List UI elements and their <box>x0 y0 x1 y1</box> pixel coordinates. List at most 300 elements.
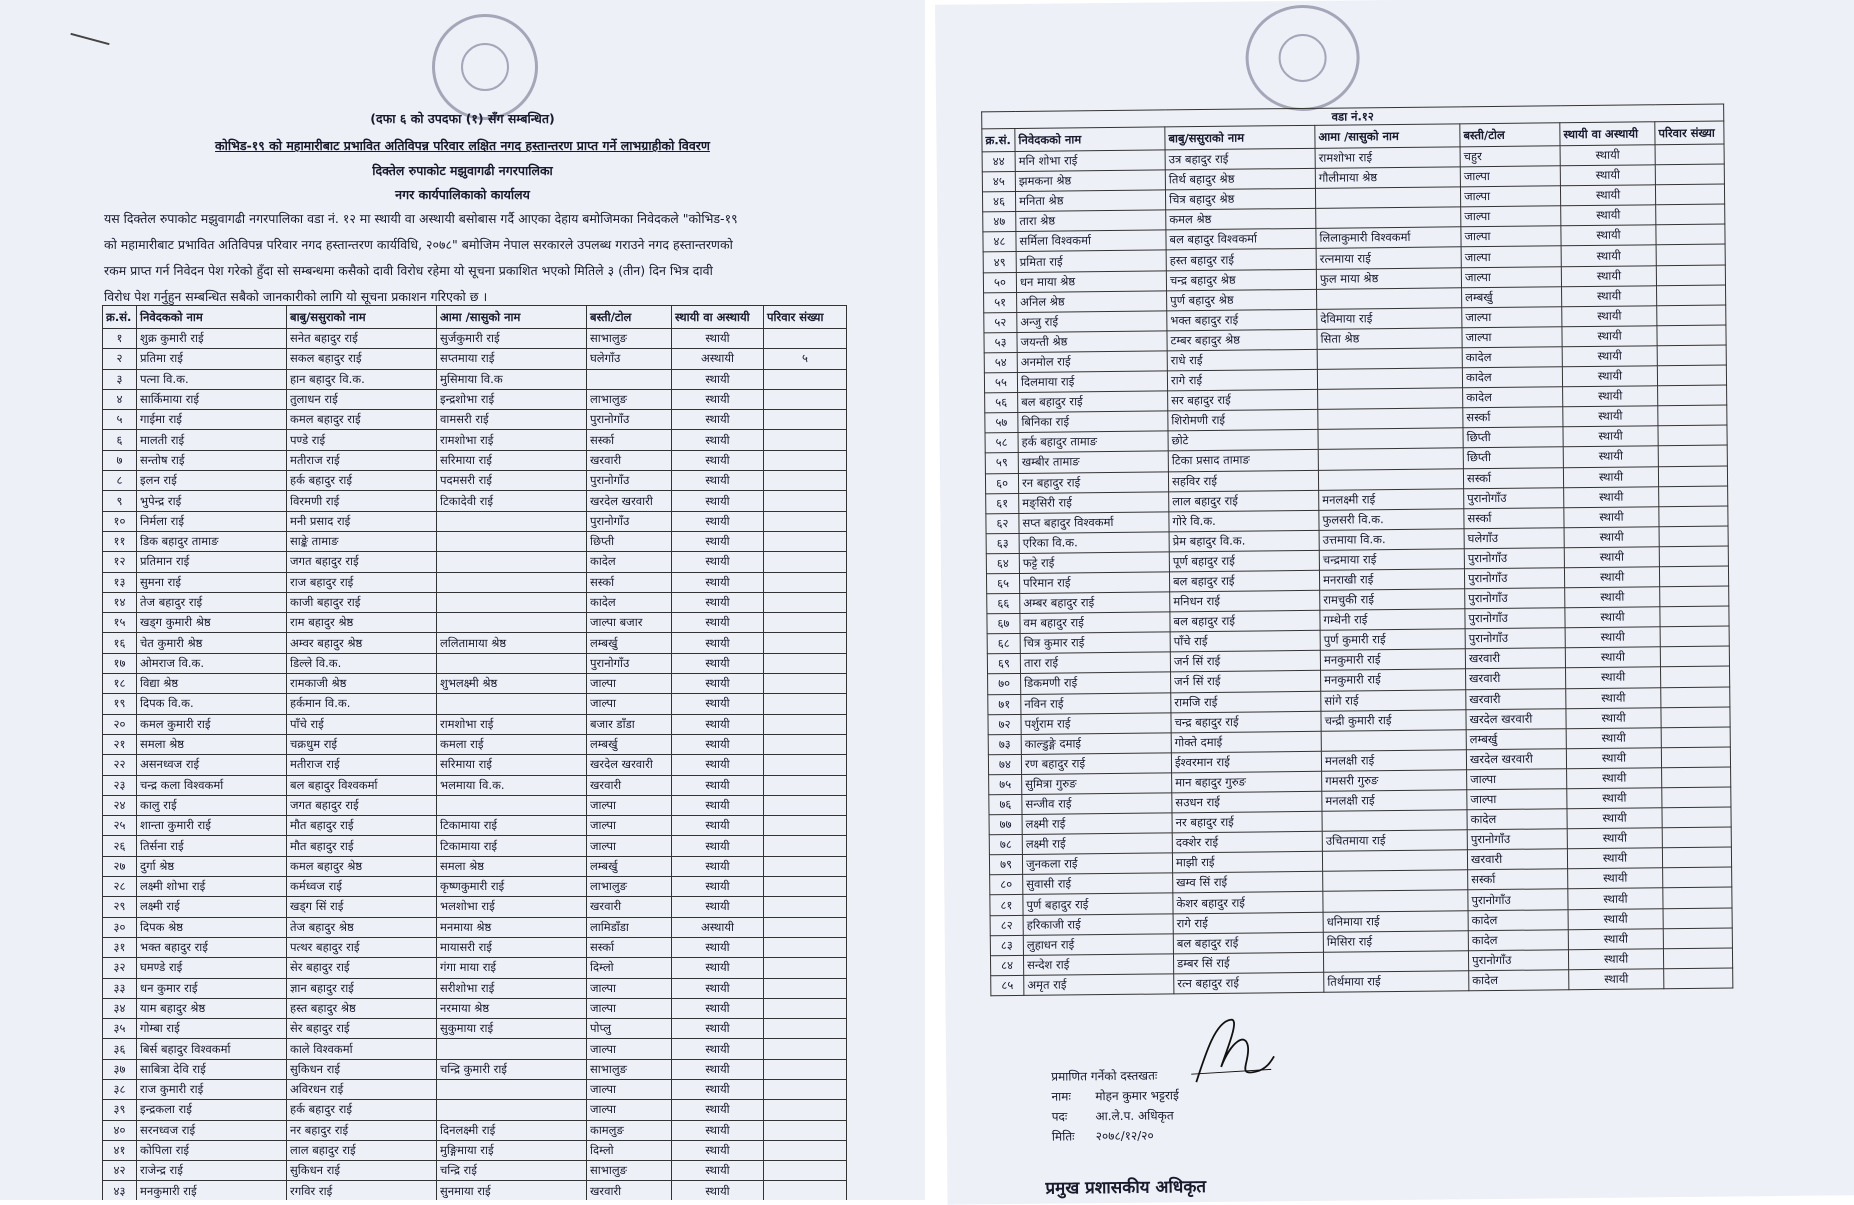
col-header: निवेदकको नाम <box>137 306 287 329</box>
residency-status: स्थायी <box>1567 848 1662 869</box>
row-number: २७ <box>103 856 137 876</box>
applicant-name: समला श्रेष्ठ <box>137 734 287 754</box>
row-number: ४४ <box>982 151 1015 171</box>
row-number: ७० <box>988 674 1021 694</box>
father-name: राज बहादुर राई <box>287 572 437 592</box>
father-name: पुर्ण बहादुर श्रेष्ठ <box>1167 289 1317 311</box>
settlement: जाल्पा <box>1461 206 1561 227</box>
applicant-name: सन्देश राई <box>1023 954 1173 976</box>
settlement: कादेल <box>1463 387 1563 408</box>
residency-status: स्थायी <box>672 998 764 1018</box>
settlement <box>587 369 672 389</box>
father-name: दक्शेर राई <box>1172 831 1322 853</box>
family-count <box>764 430 847 450</box>
residency-status: स्थायी <box>1566 687 1661 708</box>
residency-status: स्थायी <box>1562 346 1657 367</box>
family-count <box>764 1059 847 1079</box>
applicant-name: सरनध्वज राई <box>137 1120 287 1140</box>
mother-name: चन्द्रमाया राई <box>1319 549 1464 571</box>
settlement: जाल्पा <box>1460 166 1560 187</box>
applicant-name: लक्ष्मी शोभा राई <box>137 877 287 897</box>
family-count <box>764 897 847 917</box>
col-header: क्र.सं. <box>103 306 137 329</box>
residency-status: अस्थायी <box>672 917 764 937</box>
mother-name <box>1322 850 1467 872</box>
col-header: क्र.सं. <box>982 128 1015 151</box>
family-count <box>1658 385 1727 406</box>
settlement: खरदेल खरवारी <box>1466 708 1566 729</box>
applicant-name: मनकुमारी राई <box>137 1181 287 1200</box>
residency-status: स्थायी <box>1567 768 1662 789</box>
row-number: ६१ <box>986 493 1019 513</box>
applicant-name: गाईमा राई <box>137 410 287 430</box>
family-count <box>1662 767 1731 788</box>
residency-status: स्थायी <box>672 694 764 714</box>
mother-name <box>1321 730 1466 752</box>
residency-status: स्थायी <box>672 978 764 998</box>
header-title: कोभिड-१९ को महामारीबाट प्रभावित अतिविपन्न परिवार लक्षित नगद हस्तान्तरण प्राप्त गर्ने लाभग्राहीको विवरण <box>215 138 710 153</box>
mother-name: टिकामाया राई <box>437 836 587 856</box>
residency-status: स्थायी <box>1567 808 1662 829</box>
settlement: खरवारी <box>1467 849 1567 870</box>
family-count <box>764 1161 847 1181</box>
applicant-name: शान्ता कुमारी राई <box>137 816 287 836</box>
row-number: १ <box>103 329 137 349</box>
settlement: लम्बर्खु <box>587 856 672 876</box>
row-number: २२ <box>103 755 137 775</box>
family-count <box>764 389 847 409</box>
applicant-name: भक्त बहादुर राई <box>137 937 287 957</box>
residency-status: स्थायी <box>672 471 764 491</box>
settlement: छिप्ती <box>1463 427 1563 448</box>
row-number: ६७ <box>987 614 1020 634</box>
applicant-name: अनमोल राई <box>1017 351 1167 373</box>
father-name: टिका प्रसाद तामाङ <box>1168 450 1318 472</box>
settlement: लम्बर्खु <box>587 734 672 754</box>
row-number: ३६ <box>103 1039 137 1059</box>
father-name: मतीराज राई <box>287 755 437 775</box>
table-row <box>103 369 847 389</box>
father-name: बल बहादुर राई <box>1173 932 1323 954</box>
residency-status: स्थायी <box>672 816 764 836</box>
residency-status: स्थायी <box>672 450 764 470</box>
father-name: चन्द्र बहादुर राई <box>1171 711 1321 733</box>
family-count <box>1659 546 1728 567</box>
row-number: ३३ <box>103 978 137 998</box>
settlement: घलेगाँउ <box>587 349 672 369</box>
family-count <box>1659 566 1728 587</box>
row-number: १७ <box>103 653 137 673</box>
family-count <box>764 674 847 694</box>
row-number: ३ <box>103 369 137 389</box>
mother-name: मनकुमारी राई <box>1320 649 1465 671</box>
residency-status: स्थायी <box>672 410 764 430</box>
applicant-name: सुमना राई <box>137 572 287 592</box>
settlement: कादेल <box>1462 347 1562 368</box>
residency-status: स्थायी <box>672 958 764 978</box>
applicant-name: डिक बहादुर तामाङ <box>137 531 287 551</box>
row-number: ७८ <box>989 835 1022 855</box>
settlement: खरदेल खरवारी <box>587 491 672 511</box>
row-number: ९ <box>103 491 137 511</box>
settlement: जाल्पा <box>587 998 672 1018</box>
applicant-name: रण बहादुर राई <box>1021 753 1171 775</box>
row-number: ७७ <box>989 815 1022 835</box>
residency-status: स्थायी <box>672 836 764 856</box>
family-count <box>1661 666 1730 687</box>
family-count <box>764 755 847 775</box>
father-name: जर्न सिं राई <box>1171 671 1321 693</box>
certification-block <box>1051 1065 1179 1146</box>
row-number: ३९ <box>103 1100 137 1120</box>
col-header: बाबु/ससुराको नाम <box>287 306 437 329</box>
applicant-name: कमल कुमारी राई <box>137 714 287 734</box>
family-count <box>764 795 847 815</box>
settlement: पुरानोगाँउ <box>1464 548 1564 569</box>
table-row <box>103 531 847 551</box>
father-name: राधे राई <box>1167 349 1317 371</box>
row-number: ७ <box>103 450 137 470</box>
residency-status: स्थायी <box>1560 165 1655 186</box>
mother-name <box>437 795 587 815</box>
residency-status: स्थायी <box>672 653 764 673</box>
family-count <box>1662 807 1731 828</box>
father-name: भक्त बहादुर राई <box>1167 309 1317 331</box>
family-count <box>764 1120 847 1140</box>
residency-status: स्थायी <box>1562 285 1657 306</box>
mother-name <box>437 694 587 714</box>
applicant-name: डिकमणी राई <box>1021 672 1171 694</box>
settlement: कादेल <box>1469 970 1569 991</box>
residency-status: स्थायी <box>1565 647 1660 668</box>
mother-name: दिनलक्ष्मी राई <box>437 1120 587 1140</box>
father-name: मान बहादुर गुरुङ <box>1172 771 1322 793</box>
family-count <box>1662 827 1731 848</box>
settlement: कादेल <box>587 552 672 572</box>
settlement: खरवारी <box>1466 668 1566 689</box>
applicant-name: पर्शुराम राई <box>1021 713 1171 735</box>
applicant-name: सप्त बहादुर विश्वकर्मा <box>1019 512 1169 534</box>
table-row <box>103 1039 847 1059</box>
applicant-name: सन्जीव राई <box>1022 793 1172 815</box>
residency-status: स्थायी <box>1561 225 1656 246</box>
father-name: रत्न बहादुर राई <box>1174 972 1324 994</box>
col-header: स्थायी वा अस्थायी <box>1560 122 1655 146</box>
mother-name <box>1318 468 1463 490</box>
family-count <box>764 592 847 612</box>
residency-status: स्थायी <box>672 795 764 815</box>
residency-status: स्थायी <box>1562 366 1657 387</box>
settlement: खरवारी <box>587 775 672 795</box>
mother-name: सांगे राई <box>1321 689 1466 711</box>
residency-status: स्थायी <box>672 714 764 734</box>
mother-name <box>437 653 587 673</box>
mother-name: चन्द्रि कुमारी राई <box>437 1059 587 1079</box>
applicant-name: फट्टे राई <box>1019 552 1169 574</box>
applicant-name: तेज बहादुर राई <box>137 592 287 612</box>
family-count <box>1659 526 1728 547</box>
settlement: सर्स्का <box>587 430 672 450</box>
mother-name: मनलक्ष्मी राई <box>1319 488 1464 510</box>
applicant-name: सुवासी राई <box>1023 873 1173 895</box>
father-name: तेज बहादुर श्रेष्ठ <box>287 917 437 937</box>
father-name: तुलाधन राई <box>287 389 437 409</box>
settlement: दिम्लो <box>587 1140 672 1160</box>
father-name: पण्डे राई <box>287 430 437 450</box>
father-name: रामजि राई <box>1171 691 1321 713</box>
table-row <box>103 877 847 897</box>
father-name: रागे राई <box>1167 369 1317 391</box>
applicant-name: शुक्र कुमारी राई <box>137 329 287 349</box>
notice-line: यस दिक्तेल रुपाकोट मझुवागढी नगरपालिका वडा नं. १२ मा स्थायी वा अस्थायी बसोबास गर्दै आएका देहाय बमोजिमका निवेदकले "कोभिड-१९ <box>104 211 738 226</box>
row-number: ६३ <box>986 533 1019 553</box>
settlement: खरदेल खरवारी <box>587 755 672 775</box>
father-name: गोरे वि.क. <box>1169 510 1319 532</box>
row-number: १० <box>103 511 137 531</box>
row-number: ४ <box>103 389 137 409</box>
settlement: कादेल <box>1467 809 1567 830</box>
residency-status: स्थायी <box>672 491 764 511</box>
mother-name <box>437 1079 587 1099</box>
father-name: अविरधन राई <box>287 1079 437 1099</box>
mother-name: धनिमाया राई <box>1323 910 1468 932</box>
row-number: १५ <box>103 613 137 633</box>
table-row <box>103 613 847 633</box>
residency-status: अस्थायी <box>672 349 764 369</box>
applicant-name: झमकना श्रेष्ठ <box>1015 170 1165 192</box>
father-name: खम्व सिं राई <box>1173 872 1323 894</box>
row-number: ४५ <box>982 172 1015 192</box>
table-row <box>103 714 847 734</box>
residency-status: स्थायी <box>1561 205 1656 226</box>
table-row <box>103 958 847 978</box>
settlement: कादेल <box>1462 367 1562 388</box>
residency-status: स्थायी <box>672 877 764 897</box>
row-number: २० <box>103 714 137 734</box>
applicant-name: तिर्सना राई <box>137 836 287 856</box>
col-header: बस्ती/टोल <box>1460 123 1560 147</box>
family-count <box>1661 707 1730 728</box>
mother-name: मुसिमाया वि.क <box>437 369 587 389</box>
settlement: पुरानोगाँउ <box>1468 949 1568 970</box>
father-name: मतीराज राई <box>287 450 437 470</box>
settlement: सर्स्का <box>1463 407 1563 428</box>
row-number: २४ <box>103 795 137 815</box>
applicant-name: निर्मला राई <box>137 511 287 531</box>
applicant-name: प्रतिमान राई <box>137 552 287 572</box>
residency-status: स्थायी <box>672 1100 764 1120</box>
father-name: गोक्ते दमाई <box>1171 731 1321 753</box>
family-count <box>1660 646 1729 667</box>
settlement: लम्बर्खु <box>1462 286 1562 307</box>
settlement: जाल्पा <box>587 1100 672 1120</box>
settlement: सर्स्का <box>587 937 672 957</box>
name-label: नामः <box>1051 1089 1071 1104</box>
row-number: ८० <box>990 875 1023 895</box>
mother-name <box>1317 287 1462 309</box>
father-name: सुकिधन राई <box>287 1161 437 1181</box>
family-count <box>1658 425 1727 446</box>
family-count <box>764 1140 847 1160</box>
col-header: निवेदकको नाम <box>1015 127 1165 152</box>
applicant-name: घमण्डे राई <box>137 958 287 978</box>
residency-status: स्थायी <box>672 1059 764 1079</box>
father-name: काजी बहादुर राई <box>287 592 437 612</box>
residency-status: स्थायी <box>672 329 764 349</box>
father-name: सकल बहादुर राई <box>287 349 437 369</box>
father-name: ज्ञान बहादुर राई <box>287 978 437 998</box>
settlement: जाल्पा <box>587 1079 672 1099</box>
residency-status: स्थायी <box>1568 908 1663 929</box>
header-municipality: दिक्तेल रुपाकोट मझुवागढी नगरपालिका <box>372 163 553 178</box>
settlement: जाल्पा <box>1460 186 1560 207</box>
residency-status: स्थायी <box>672 775 764 795</box>
family-count <box>1664 968 1733 989</box>
residency-status: स्थायी <box>672 1039 764 1059</box>
family-count <box>1657 305 1726 326</box>
father-name: हर्कमान वि.क. <box>287 694 437 714</box>
date-row <box>1052 1125 1180 1146</box>
row-number: ५९ <box>985 453 1018 473</box>
family-count <box>1657 345 1726 366</box>
table-row <box>103 511 847 531</box>
applicant-name: लक्ष्मी राई <box>1022 833 1172 855</box>
father-name: तिर्थ बहादुर श्रेष्ठ <box>1165 168 1315 190</box>
row-number: ८२ <box>990 915 1023 935</box>
residency-status: स्थायी <box>1568 888 1663 909</box>
table-header-row <box>103 306 847 329</box>
header-office: नगर कार्यपालिकाको कार्यालय <box>395 187 530 202</box>
mother-name <box>1318 388 1463 410</box>
table-row <box>103 917 847 937</box>
row-number: ६५ <box>986 573 1019 593</box>
applicant-name: चन्द्र कला विश्वकर्मा <box>137 775 287 795</box>
family-count <box>764 734 847 754</box>
applicant-name: गोम्बा राई <box>137 1019 287 1039</box>
mother-name <box>1323 951 1468 973</box>
settlement: लम्बर्खु <box>587 633 672 653</box>
settlement: सर्स्का <box>1464 507 1564 528</box>
father-name: काले विश्वकर्मा <box>287 1039 437 1059</box>
mother-name: भलशोभा राई <box>437 897 587 917</box>
family-count <box>764 816 847 836</box>
father-name: शिरोमणी राई <box>1168 410 1318 432</box>
residency-status: स्थायी <box>1563 466 1658 487</box>
residency-status: स्थायी <box>672 389 764 409</box>
settlement: पोप्लु <box>587 1019 672 1039</box>
mother-name: तिर्थमाया राई <box>1324 971 1469 993</box>
table-row <box>103 897 847 917</box>
residency-status: स्थायी <box>1564 486 1659 507</box>
row-number: ४६ <box>982 192 1015 212</box>
family-count <box>764 775 847 795</box>
residency-status: स्थायी <box>672 1079 764 1099</box>
municipality-stamp <box>1245 4 1360 111</box>
row-number: ३२ <box>103 958 137 978</box>
row-number: ३७ <box>103 1059 137 1079</box>
family-count <box>764 329 847 349</box>
mother-name <box>1323 890 1468 912</box>
father-name: कमल श्रेष्ठ <box>1166 209 1316 231</box>
residency-status: स्थायी <box>672 734 764 754</box>
father-name: नर बहादुर राई <box>1172 811 1322 833</box>
family-count <box>764 450 847 470</box>
row-number: ८ <box>103 471 137 491</box>
residency-status: स्थायी <box>1563 426 1658 447</box>
father-name: लाल बहादुर राई <box>287 1140 437 1160</box>
ward-title: वडा नं.१२ <box>982 104 1724 129</box>
applicant-name: सर्मिला विश्वकर्मा <box>1016 230 1166 252</box>
col-header: आमा /सासुको नाम <box>1315 124 1460 149</box>
father-name: कमल बहादुर श्रेष्ठ <box>287 856 437 876</box>
notice-paragraph <box>104 206 824 310</box>
applicant-name: इन्द्रकला राई <box>137 1100 287 1120</box>
table-row <box>103 978 847 998</box>
row-number: ५४ <box>984 352 1017 372</box>
mother-name: लिलाकुमारी विश्वकर्मा <box>1316 227 1461 249</box>
residency-status: स्थायी <box>1564 547 1659 568</box>
applicant-name: असनध्वज राई <box>137 755 287 775</box>
father-name: कर्मध्वज राई <box>287 877 437 897</box>
mother-name: फुलसरी वि.क. <box>1319 508 1464 530</box>
residency-status: स्थायी <box>1564 506 1659 527</box>
family-count <box>1660 606 1729 627</box>
certified-by-label: प्रमाणित गर्नेको दस्तखतः <box>1051 1068 1158 1084</box>
father-name: पाँचे राई <box>1170 631 1320 653</box>
row-number: ४३ <box>103 1181 137 1200</box>
residency-status: स्थायी <box>672 755 764 775</box>
row-number: ८४ <box>990 955 1023 975</box>
table-row <box>103 694 847 714</box>
settlement: जाल्पा <box>587 1039 672 1059</box>
family-count <box>1658 445 1727 466</box>
mother-name: रत्नमाया राई <box>1316 247 1461 269</box>
applicant-name: धन माया श्रेष्ठ <box>1016 270 1166 292</box>
settlement: जाल्पा <box>1462 307 1562 328</box>
settlement: जाल्पा <box>1461 246 1561 267</box>
applicant-name: तारा राई <box>1020 652 1170 674</box>
table-row <box>103 1059 847 1079</box>
settlement: पुरानोगाँउ <box>1464 487 1564 508</box>
family-count: ५ <box>764 349 847 369</box>
settlement: पुरानोगाँउ <box>1465 588 1565 609</box>
date-label: मितिः <box>1051 1129 1075 1144</box>
settlement: लाभालुङ <box>587 389 672 409</box>
applicant-name: प्रतिमा राई <box>137 349 287 369</box>
applicant-name: लक्ष्मी राई <box>137 897 287 917</box>
applicant-name: कोपिला राई <box>137 1140 287 1160</box>
table-row <box>103 552 847 572</box>
mother-name <box>1318 428 1463 450</box>
mother-name: देविमाया राई <box>1317 308 1462 330</box>
row-number: २५ <box>103 816 137 836</box>
family-count <box>1660 626 1729 647</box>
row-number: १४ <box>103 592 137 612</box>
row-number: ६ <box>103 430 137 450</box>
mother-name <box>1318 448 1463 470</box>
residency-status: स्थायी <box>672 531 764 551</box>
table-row <box>103 795 847 815</box>
settlement: दिम्लो <box>587 958 672 978</box>
applicant-name: राजेन्द्र राई <box>137 1161 287 1181</box>
applicant-name: भुपेन्द्र राई <box>137 491 287 511</box>
applicant-name: याम बहादुर श्रेष्ठ <box>137 998 287 1018</box>
row-number: ५७ <box>985 413 1018 433</box>
applicant-name: कालु राई <box>137 795 287 815</box>
residency-status: स्थायी <box>672 1120 764 1140</box>
applicant-name: धन कुमार राई <box>137 978 287 998</box>
applicant-name: अनिल श्रेष्ठ <box>1017 291 1167 313</box>
